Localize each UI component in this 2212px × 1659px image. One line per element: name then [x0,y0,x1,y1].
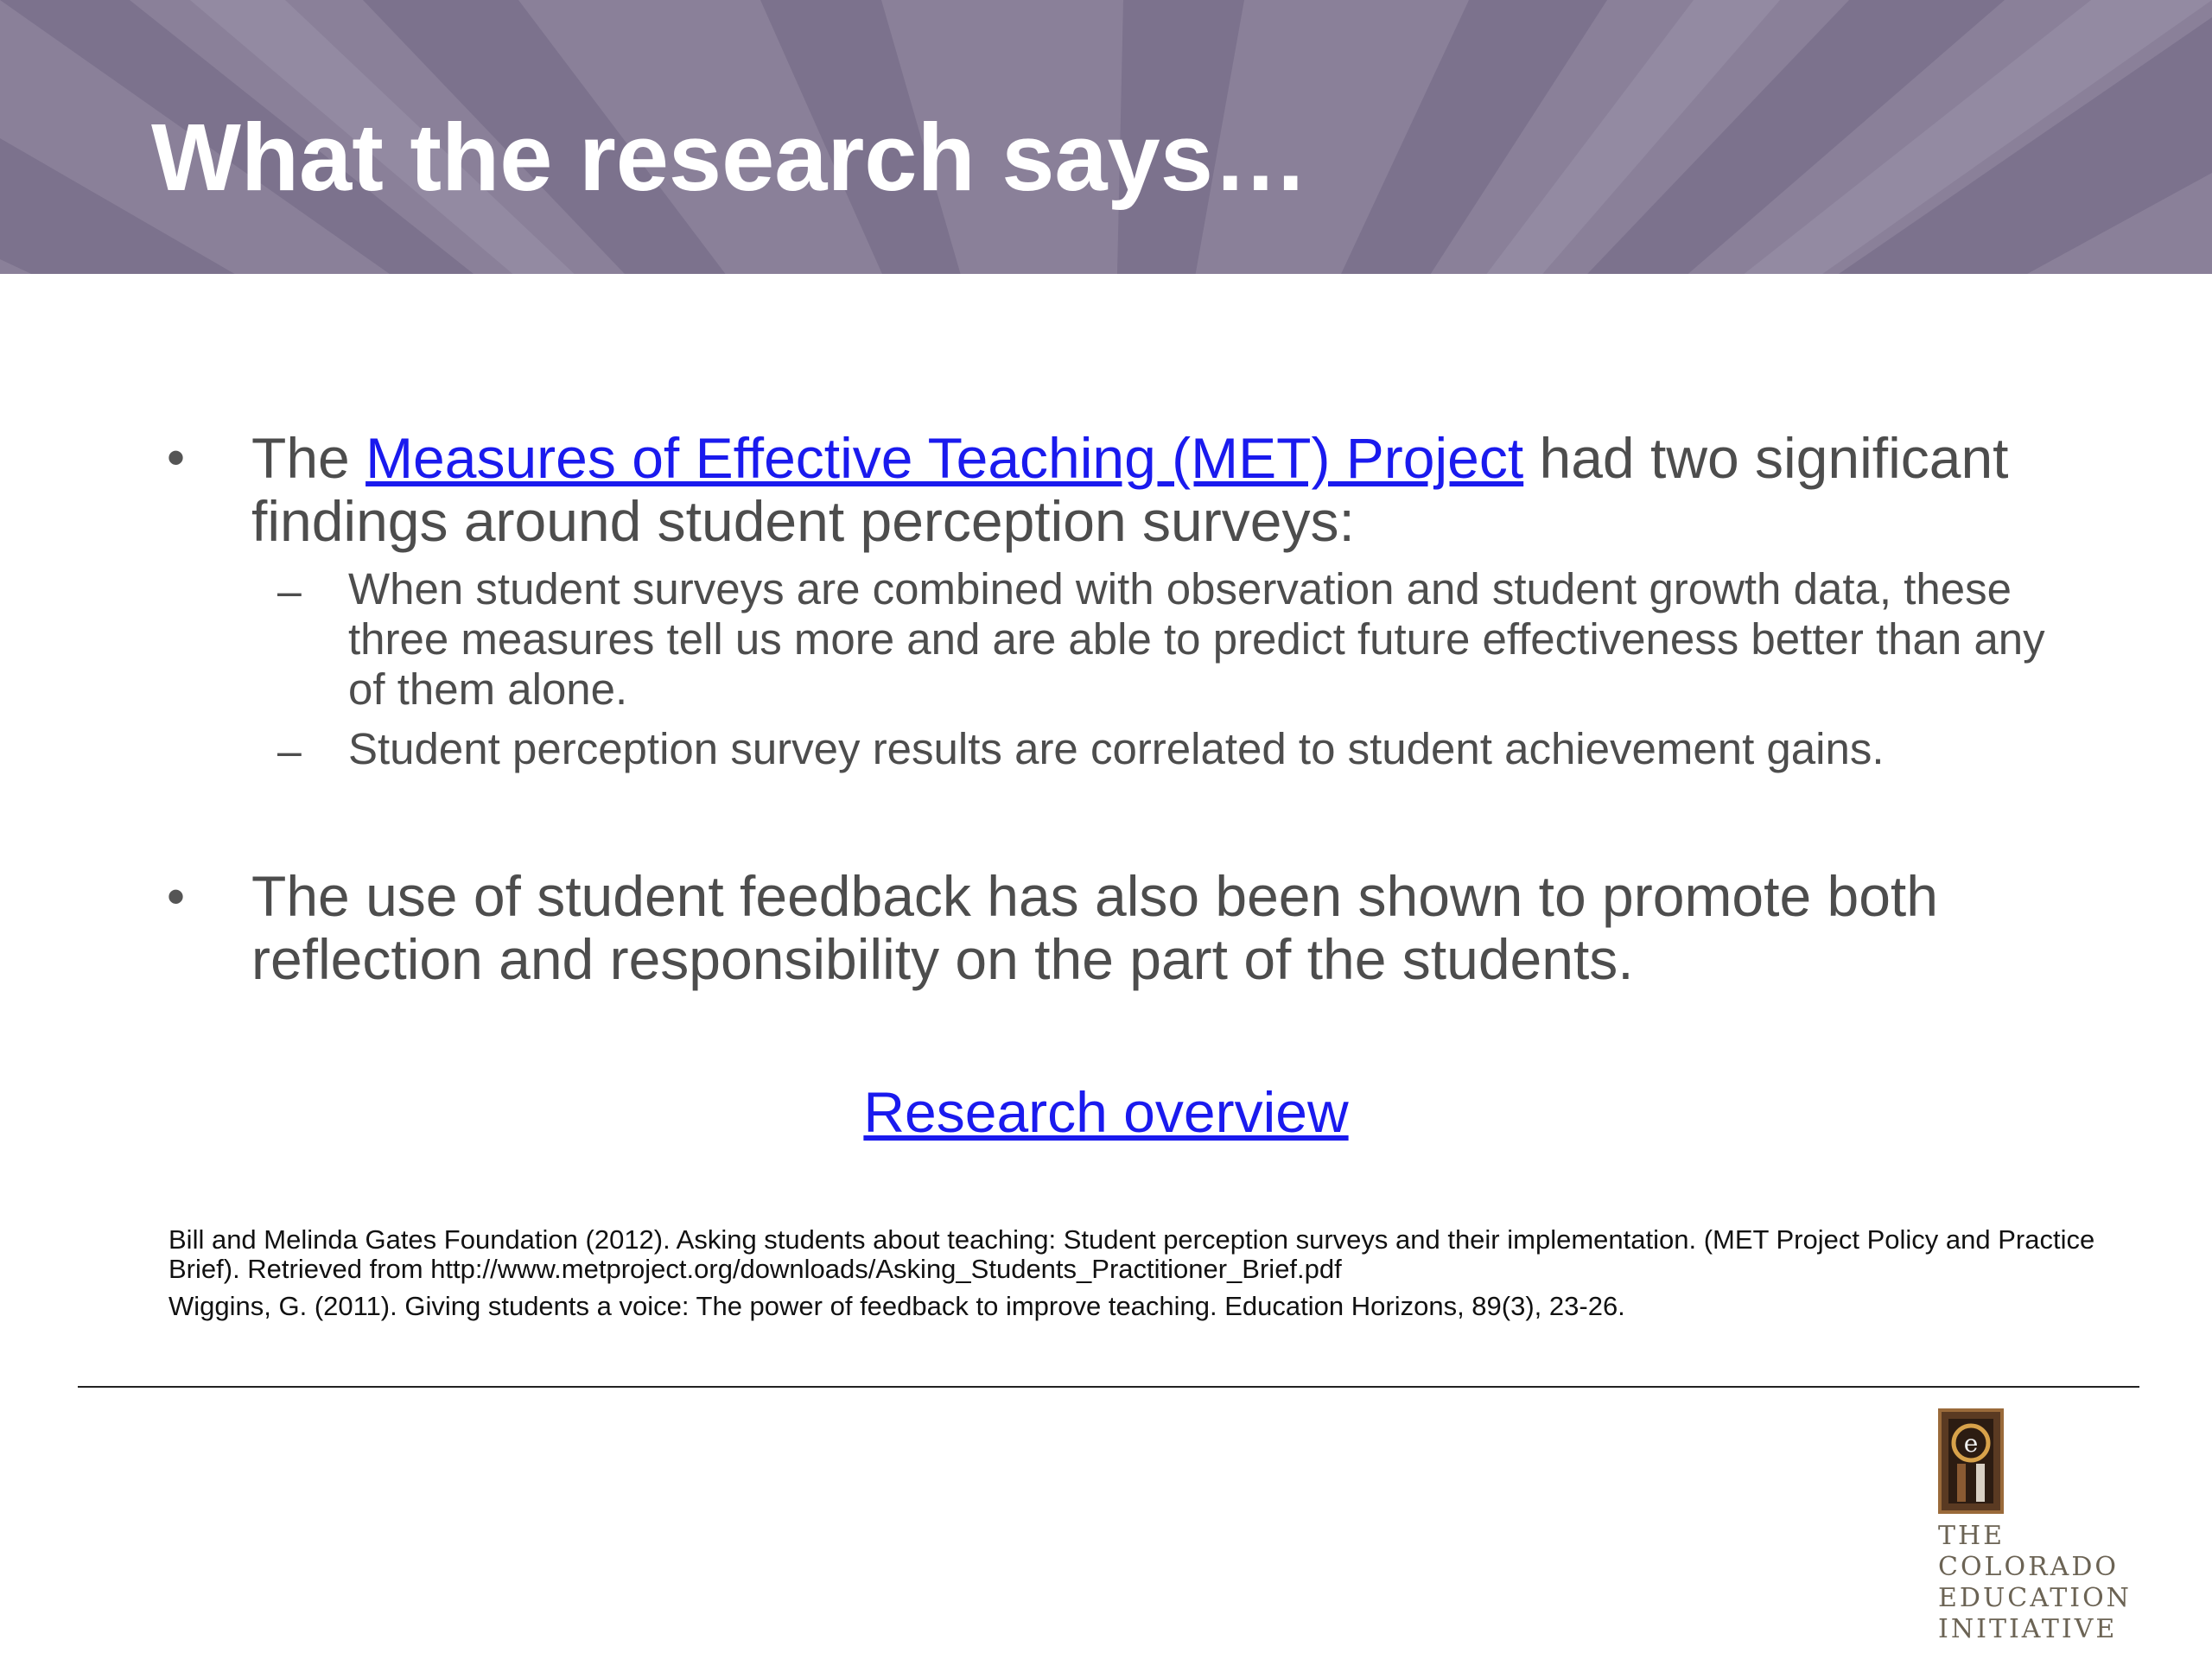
logo-line: INITIATIVE [1938,1614,2118,1644]
bullet-student-feedback: The use of student feedback has also been shown to promote both reflection and responsibility on the part of the students. [251,864,1938,991]
research-overview-container [0,1077,2212,1147]
bullet-icon: • [167,868,186,925]
subitem-combined-measures: When student surveys are combined with observation and student growth data, these three measures tell us more and are able to predict future effectiveness better than any of them alone. [348,564,2045,714]
bullet-met-findings [251,427,2109,553]
logo-line: EDUCATION [1938,1583,2132,1613]
bullet-suffix: had two significant findings around student perception surveys: [251,426,2009,553]
subitem-correlation: Student perception survey results are correlated to student achievement gains. [348,724,1885,773]
header-banner [0,0,2212,274]
bullet-prefix: The [251,426,366,490]
cei-logo-icon [1938,1408,2007,1520]
logo-line: COLORADO [1938,1552,2119,1582]
dash-icon: – [277,567,302,615]
met-project-link[interactable]: Measures of Effective Teaching (MET) Project [365,426,1524,490]
page-title: What the research says… [151,105,1308,211]
research-overview-link[interactable]: Research overview [863,1080,1349,1144]
reference-wiggins: Wiggins, G. (2011). Giving students a voice: The power of feedback to improve teaching. Education Horizons, 89(3), 23-26. [168,1291,1625,1321]
logo-letter: e [1963,1429,1979,1458]
reference-gates: Bill and Melinda Gates Foundation (2012). Asking students about teaching: Student perception surveys and their implementation. (MET Project Policy and Practice Brief). Retrieved from http://www.metproject.org/downloads/Asking_Students_Practitioner_Brief.pdf [168,1224,2095,1284]
logo-line: THE [1938,1521,2005,1551]
bullet-icon: • [167,429,186,486]
footer-divider [78,1386,2139,1388]
dash-icon: – [277,727,302,775]
cei-logo-text [1938,1521,2145,1645]
